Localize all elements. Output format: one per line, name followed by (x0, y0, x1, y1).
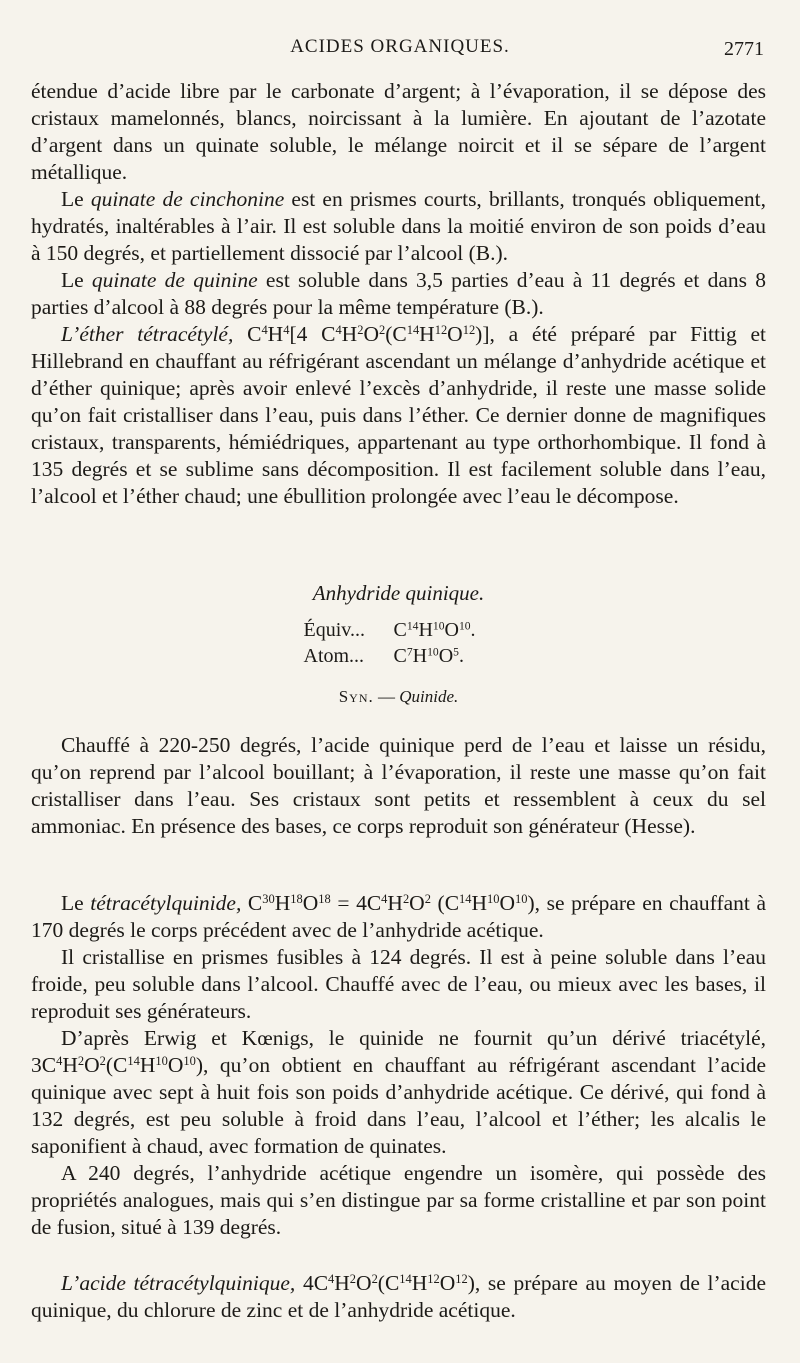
superscript: 10 (487, 892, 500, 907)
italic-term: tétracétylquinide, (90, 891, 242, 915)
page-header (0, 36, 800, 66)
equiv-formula: $C^{14}H^{10}O^{10}$. (393, 619, 476, 641)
superscript: 4 (283, 323, 290, 338)
superscript: 2 (371, 1272, 378, 1287)
italic-term: L’éther tétracétylé, (61, 322, 234, 346)
superscript: 10 (427, 645, 439, 659)
syn-label: Syn. (338, 687, 374, 706)
superscript: 12 (462, 323, 476, 338)
superscript: 4 (261, 323, 268, 338)
paragraph: L’acide tétracétylquinique, $4C^4H^2O^2(C^{14}H^{12}O^{12})$, se prépare au moyen de l’acide quinique, du chlorure de zinc et de l’anhydride acétique. (31, 1271, 766, 1322)
paragraph: Le quinate de quinine est soluble dans 3,5 parties d’eau à 11 degrés et dans 8 parties d’alcool à 88 degrés pour la même température (B.). (31, 268, 766, 319)
paragraph: A 240 degrés, l’anhydride acétique engendre un isomère, qui possède des propriétés analogues, mais qui s’en distingue par sa forme cristalline et par son point de fusion, situé à 139 degrés. (31, 1161, 766, 1239)
atom-row (31, 643, 766, 669)
paragraph: Le tétracétylquinide, $C^{30}H^{18}O^{18} = 4C^4H^2O^2$ $(C^{14}H^{10}O^{10})$, se prépare en chauffant à 170 degrés le corps précédent avec de l’anhydride acétique. (31, 891, 767, 942)
italic-term: L’acide tétracétylquinique, (61, 1271, 296, 1295)
superscript: 14 (127, 1054, 140, 1069)
section-title-text: Anhydride quinique. (312, 581, 485, 605)
paragraph: Chauffé à 220-250 degrés, l’acide quinique perd de l’eau et laisse un résidu, qu’on reprend par l’alcool bouillant; à l’évaporation, il reste une masse qu’on fait cristalliser dans l’eau. Ses cristaux sont petits et ressemblent à ceux du sel ammoniac. En présence des bases, ce corps reproduit son générateur (Hesse). (31, 733, 766, 838)
superscript: 4 (381, 892, 388, 907)
superscript: 12 (427, 1272, 440, 1287)
paragraph: étendue d’acide libre par le carbonate d’argent; à l’évaporation, il se dépose des cristaux mamelonnés, blancs, noircissant à la lumière. En ajoutant de l’azotate d’argent dans un quinate soluble, le mélange noircit et il se sépare de l’argent métallique. (31, 79, 766, 184)
paragraph: Le quinate de cinchonine est en prismes courts, brillants, tronqués obliquement, hydratés, inaltérables à l’air. Il est soluble dans la moitié environ de son poids d’eau à 150 degrés, et partiellement dissocié par l’alcool (B.). (31, 187, 766, 265)
page-number: 2771 (724, 38, 764, 60)
superscript: 2 (378, 323, 386, 338)
atom-label: Atom... (303, 645, 365, 667)
paragraph: Il cristallise en prismes fusibles à 124 degrés. Il est à peine soluble dans l’eau froide, peu soluble dans l’alcool. Chauffé avec de l’eau, ou mieux avec les bases, il reproduit ses générateurs. (31, 945, 766, 1023)
superscript: 18 (290, 892, 303, 907)
superscript: 14 (459, 892, 472, 907)
superscript: 2 (349, 1272, 357, 1287)
superscript: 10 (183, 1054, 196, 1069)
superscript: 14 (399, 1272, 412, 1287)
superscript: 12 (434, 323, 448, 338)
section-heading-block (31, 580, 766, 710)
text-block-top (31, 78, 766, 510)
syn-dash: — (378, 687, 395, 706)
superscript: 2 (77, 1054, 85, 1069)
paragraph: L’éther tétracétylé, $C^4H^4[4$ $C^4H^2O^2(C^{14}H^{12}O^{12})$], a été préparé par Fittig et Hillebrand en chauffant au réfrigérant ascendant un mélange d’anhydride acétique et d’éther quinique; après avoir enlevé l’excès d’anhydride, il reste une masse solide qu’on fait cristalliser dans l’eau, puis dans l’éther. Ce dernier donne de magnifiques cristaux, transparents, hémiédriques, appartenant au type orthorhombique. Il fond à 135 degrés et se sublime sans décomposition. Il est facilement soluble dans l’eau, l’alcool et l’éther chaud; une ébullition prolongée avec l’eau le décompose. (31, 322, 766, 508)
running-title: ACIDES ORGANIQUES. (290, 36, 510, 57)
superscript: 5 (453, 645, 459, 659)
superscript: 7 (406, 645, 413, 659)
text-block-anhydride (31, 732, 766, 840)
superscript: 10 (515, 892, 528, 907)
text-block-bottom (31, 890, 766, 1241)
superscript: 2 (99, 1054, 106, 1069)
superscript: 18 (318, 892, 331, 907)
superscript: 30 (262, 892, 275, 907)
superscript: 10 (432, 619, 445, 633)
superscript: 2 (357, 323, 364, 338)
syn-value: Quinide. (399, 687, 459, 706)
synonym-line (31, 683, 766, 710)
superscript: 14 (406, 619, 419, 633)
superscript: 12 (455, 1272, 468, 1287)
superscript: 10 (458, 619, 471, 633)
superscript: 10 (155, 1054, 168, 1069)
atom-formula: $C^7H^{10}O^5$. (393, 645, 464, 667)
superscript: 14 (406, 323, 420, 338)
equiv-label: Équiv... (303, 619, 365, 641)
superscript: 4 (335, 323, 342, 338)
italic-term: quinate de cinchonine (90, 187, 285, 211)
superscript: 2 (424, 892, 431, 907)
paragraph: D’après Erwig et Kœnigs, le quinide ne fournit qu’un dérivé triacétylé, $3C^4H^2O^2(C^{14}H^{10}O^{10})$, qu’on obtient en chauffant au réfrigérant ascendant l’acide quinique avec sept à huit fois son poids d’anhydride acétique. Ce dérivé, qui fond à 132 degrés, est peu soluble à froid dans l’eau, l’alcool et l’éther; les alcalis le saponifient à chaud, avec formation de quinates. (31, 1026, 766, 1158)
italic-term: quinate de quinine (91, 268, 258, 292)
superscript: 4 (56, 1054, 63, 1069)
equiv-row (31, 617, 766, 643)
superscript: 2 (402, 892, 410, 907)
section-title (31, 580, 766, 607)
text-block-last (31, 1270, 766, 1324)
superscript: 4 (328, 1272, 335, 1287)
